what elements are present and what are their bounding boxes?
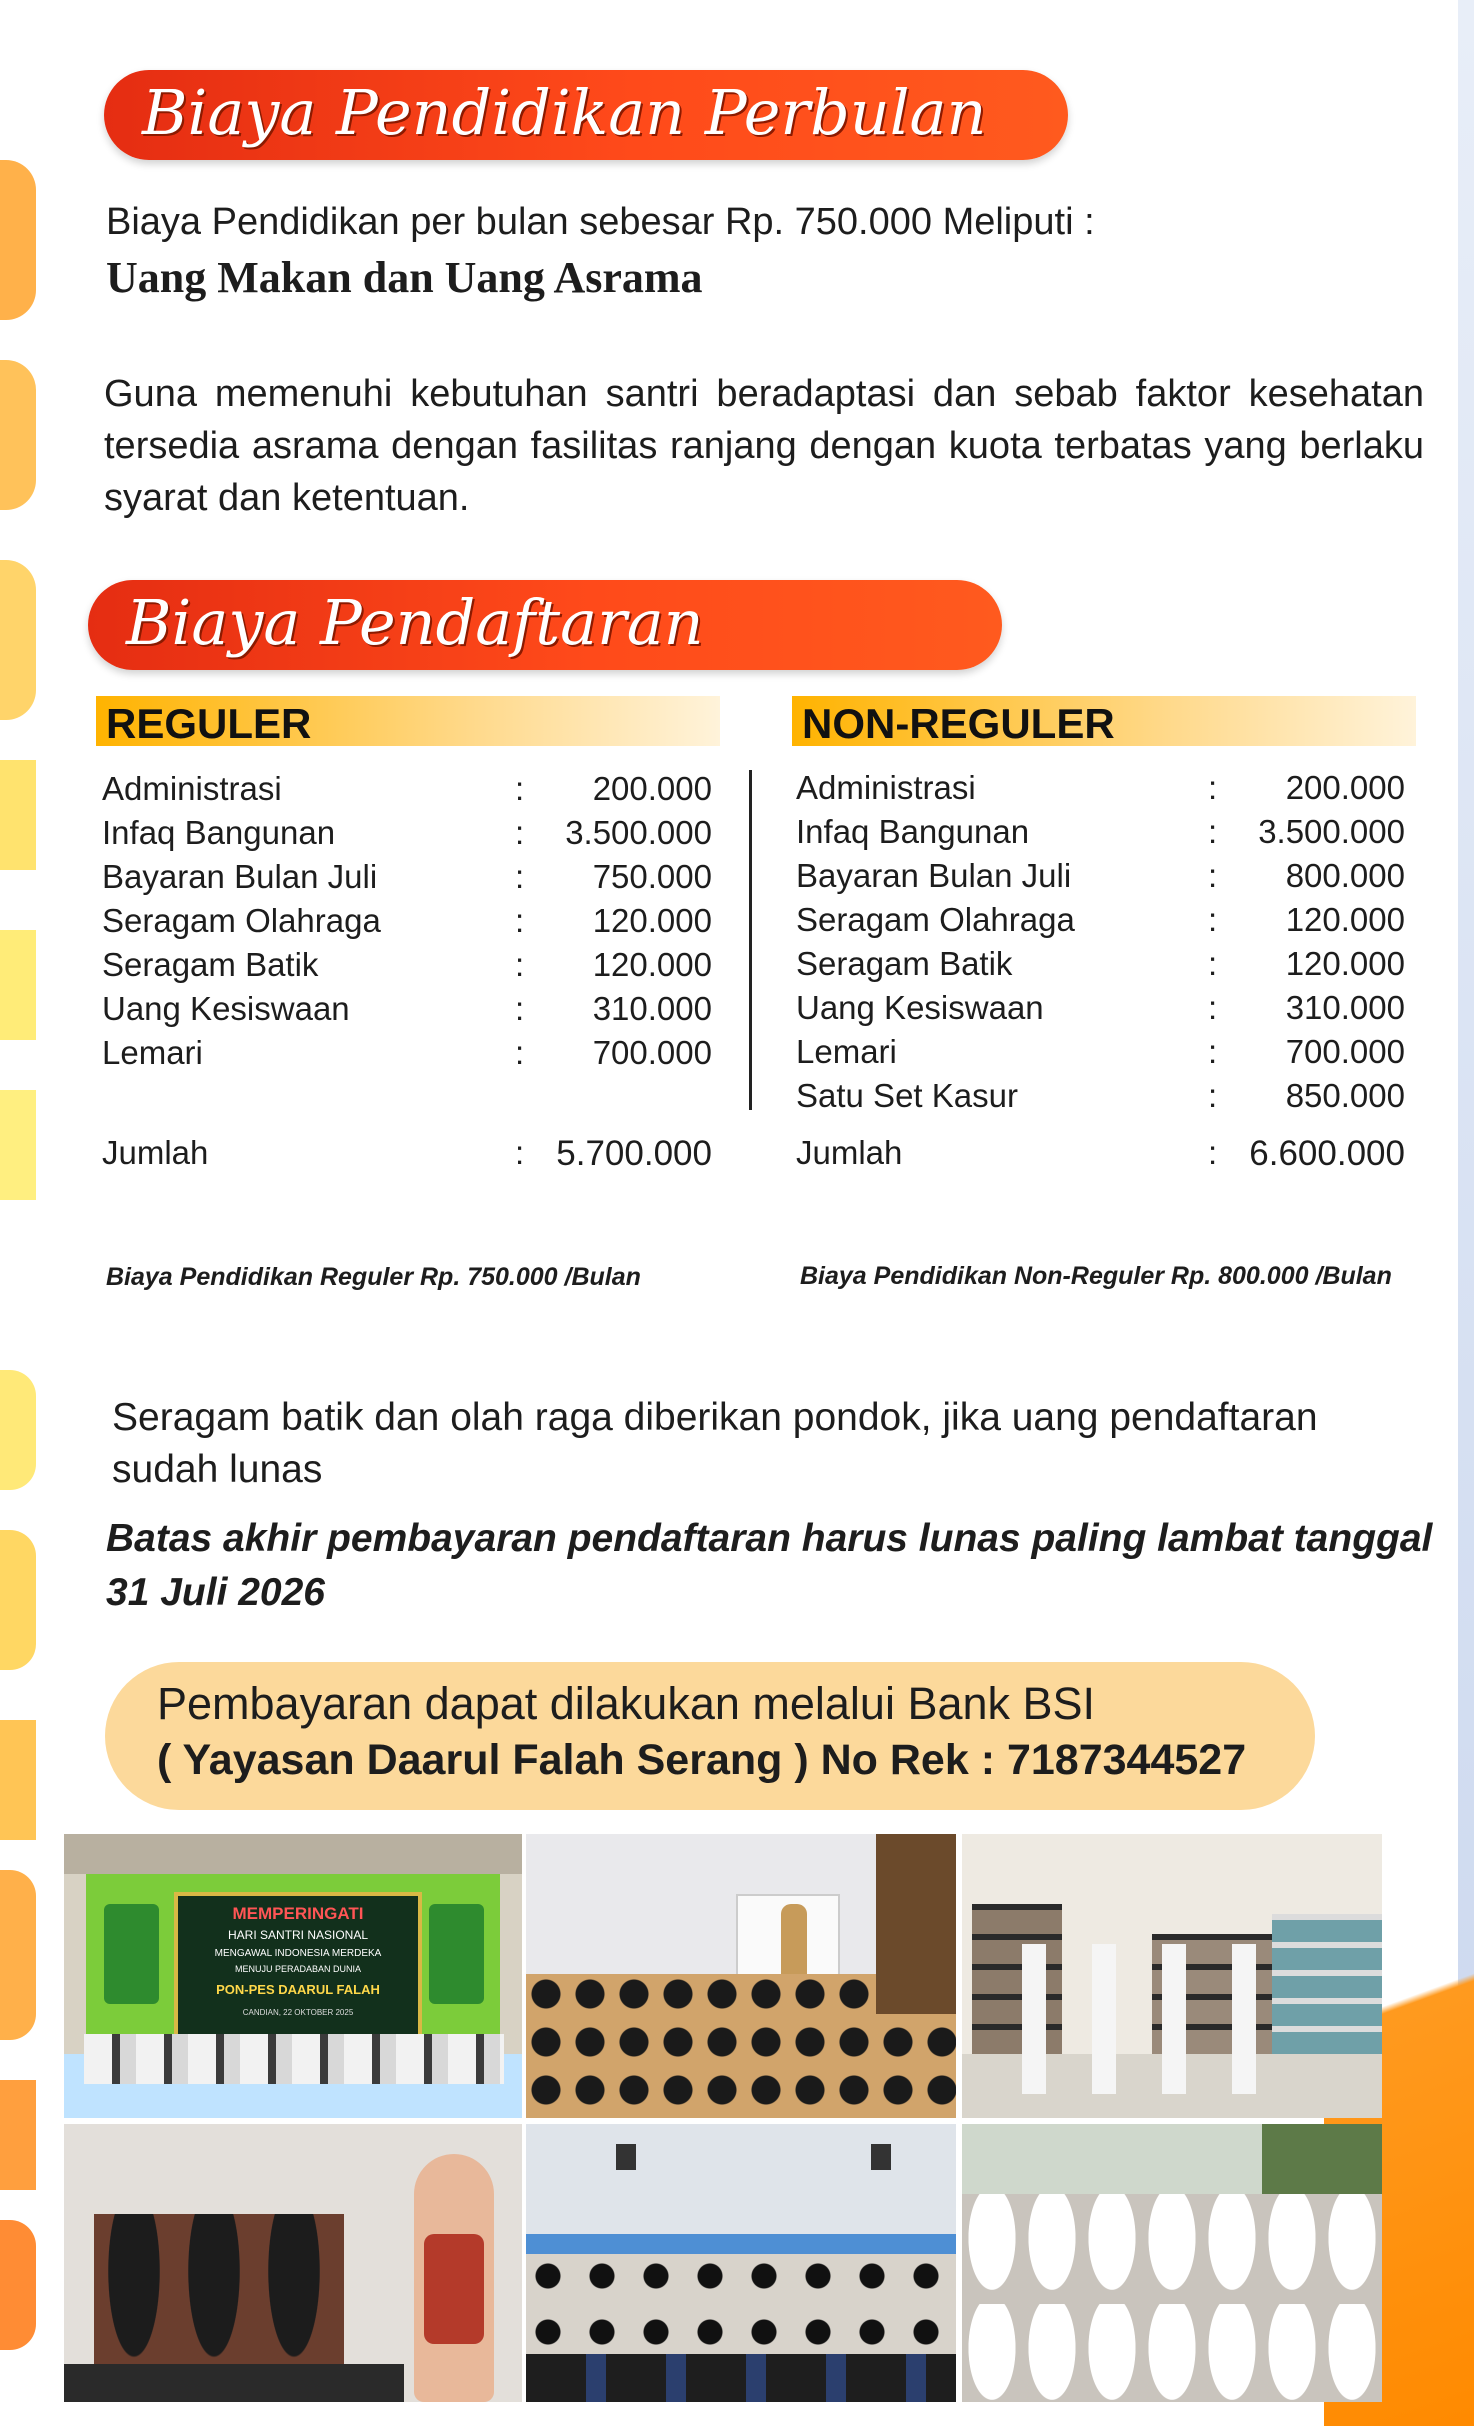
fee-colon: :	[515, 990, 525, 1027]
fee-row	[796, 1077, 1405, 1121]
banner-text-1: MEMPERINGATI	[232, 1904, 364, 1923]
uniform-note: Seragam batik dan olah raga diberikan pondok, jika uang pendaftaran sudah lunas	[112, 1396, 1318, 1491]
fee-row	[102, 770, 712, 814]
fee-colon: :	[515, 902, 525, 939]
fee-row	[102, 902, 712, 946]
bank-line-2: ( Yayasan Daarul Falah Serang ) No Rek : 7187344527	[157, 1736, 1247, 1784]
monthly-fee-title: Biaya Pendidikan Perbulan	[142, 76, 987, 149]
fee-amount: 310.000	[1285, 989, 1405, 1026]
fee-amount: 6.600.000	[1249, 1134, 1405, 1173]
fee-label: Jumlah	[796, 1134, 903, 1171]
fee-amount: 120.000	[592, 946, 712, 983]
bank-info-pill	[105, 1662, 1315, 1810]
photo-science-lab	[64, 2124, 522, 2402]
fee-label: Seragam Olahraga	[796, 901, 1075, 938]
fee-colon: :	[515, 946, 525, 983]
fee-colon: :	[1208, 1033, 1218, 1070]
reguler-monthly-note: Biaya Pendidikan Reguler Rp. 750.000 /Bulan	[106, 1263, 641, 1291]
fee-amount: 310.000	[592, 990, 712, 1027]
photo-computer-lab	[526, 2124, 956, 2402]
non-reguler-total-row	[796, 1134, 1405, 1178]
fee-label: Satu Set Kasur	[796, 1077, 1018, 1114]
reguler-total-row	[102, 1134, 712, 1178]
banner-text-2: HARI SANTRI NASIONAL	[227, 1928, 369, 1942]
fee-label: Administrasi	[796, 769, 976, 806]
non-reguler-heading-text: NON-REGULER	[802, 700, 1115, 747]
fee-amount: 200.000	[592, 770, 712, 807]
fee-amount: 5.700.000	[556, 1134, 712, 1173]
fee-colon: :	[515, 858, 525, 895]
fee-label: Uang Kesiswaan	[796, 989, 1044, 1026]
fee-label: Seragam Olahraga	[102, 902, 381, 939]
monthly-fee-coverage: Uang Makan dan Uang Asrama	[106, 253, 703, 302]
fee-label: Lemari	[796, 1033, 897, 1070]
fee-label: Bayaran Bulan Juli	[102, 858, 378, 895]
photo-library	[962, 1834, 1382, 2118]
fee-row	[796, 813, 1405, 857]
fee-row	[796, 769, 1405, 813]
fee-row	[796, 901, 1405, 945]
fee-amount: 200.000	[1285, 769, 1405, 806]
photo-hari-santri	[64, 1834, 522, 2118]
fee-label: Seragam Batik	[796, 945, 1013, 982]
fee-row	[796, 857, 1405, 901]
fee-label: Lemari	[102, 1034, 203, 1071]
fee-amount: 120.000	[1285, 945, 1405, 982]
column-divider	[749, 770, 752, 1110]
non-reguler-heading	[792, 696, 1416, 746]
fee-colon: :	[515, 814, 525, 851]
fee-colon: :	[1208, 1134, 1218, 1171]
fee-amount: 120.000	[592, 902, 712, 939]
fee-amount: 3.500.000	[1258, 813, 1405, 850]
fee-row	[102, 1034, 712, 1078]
fee-label: Infaq Bangunan	[796, 813, 1030, 850]
reguler-heading	[96, 696, 720, 746]
fee-colon: :	[1208, 813, 1218, 850]
fee-row	[102, 990, 712, 1034]
banner-text-6: CANDIAN, 22 OKTOBER 2025	[242, 2008, 354, 2017]
monthly-fee-banner	[104, 70, 1068, 160]
registration-fee-title: Biaya Pendaftaran	[126, 586, 704, 659]
non-reguler-monthly-note: Biaya Pendidikan Non-Reguler Rp. 800.000 /Bulan	[800, 1262, 1392, 1290]
fee-colon: :	[515, 1034, 525, 1071]
fee-row	[102, 858, 712, 902]
fee-colon: :	[515, 770, 525, 807]
fee-label: Jumlah	[102, 1134, 209, 1171]
banner-text-5: PON-PES DAARUL FALAH	[216, 1982, 380, 1997]
fee-amount: 800.000	[1285, 857, 1405, 894]
photo-classroom-boys	[526, 1834, 956, 2118]
fee-amount: 3.500.000	[565, 814, 712, 851]
fee-row	[796, 989, 1405, 1033]
photo-outdoor-girls	[962, 2124, 1382, 2402]
registration-fee-banner	[88, 580, 1002, 670]
left-decorative-stripe	[0, 0, 36, 2426]
fee-amount: 120.000	[1285, 901, 1405, 938]
deadline-note: Batas akhir pembayaran pendaftaran harus lunas paling lambat tanggal 31 Juli 2026	[106, 1517, 1433, 1614]
fee-colon: :	[1208, 1077, 1218, 1114]
fee-colon: :	[1208, 857, 1218, 894]
fee-label: Bayaran Bulan Juli	[796, 857, 1072, 894]
fee-row	[796, 945, 1405, 989]
fee-amount: 750.000	[592, 858, 712, 895]
fee-label: Seragam Batik	[102, 946, 319, 983]
fee-row	[102, 814, 712, 858]
fee-colon: :	[1208, 901, 1218, 938]
fee-label: Administrasi	[102, 770, 282, 807]
fee-amount: 700.000	[1285, 1033, 1405, 1070]
fee-amount: 700.000	[592, 1034, 712, 1071]
reguler-heading-text: REGULER	[106, 700, 312, 747]
monthly-fee-line: Biaya Pendidikan per bulan sebesar Rp. 750.000 Meliputi :	[106, 201, 1095, 243]
fee-row	[796, 1033, 1405, 1077]
fee-label: Infaq Bangunan	[102, 814, 336, 851]
fee-label: Uang Kesiswaan	[102, 990, 350, 1027]
fee-colon: :	[1208, 945, 1218, 982]
banner-text-4: MENUJU PERADABAN DUNIA	[234, 1964, 362, 1974]
bank-line-1: Pembayaran dapat dilakukan melalui Bank BSI	[157, 1678, 1096, 1729]
fee-colon: :	[515, 1134, 525, 1171]
fee-row	[102, 946, 712, 990]
fee-amount: 850.000	[1285, 1077, 1405, 1114]
dormitory-paragraph: Guna memenuhi kebutuhan santri beradaptasi dan sebab faktor kesehatan tersedia asrama dengan fasilitas ranjang dengan kuota terbatas yang berlaku syarat dan ketentuan.	[104, 373, 1424, 519]
fee-colon: :	[1208, 989, 1218, 1026]
banner-text-3: MENGAWAL INDONESIA MERDEKA	[214, 1948, 382, 1959]
fee-colon: :	[1208, 769, 1218, 806]
